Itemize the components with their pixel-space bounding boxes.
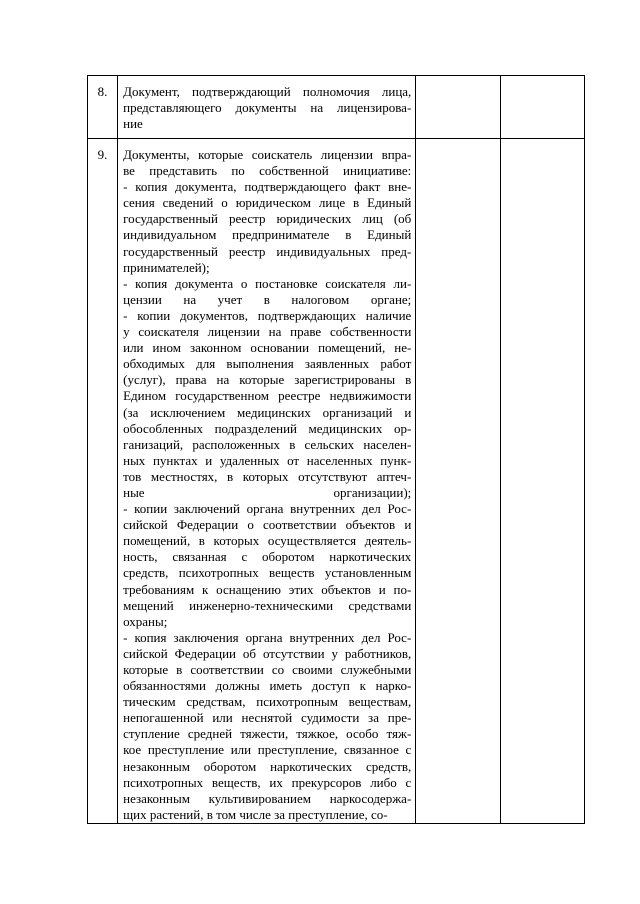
row-empty-cell-b	[500, 139, 584, 824]
description-line: цензии на учет в налоговом органе;	[123, 291, 412, 307]
description-line: у соискателя лицензии на праве собственности	[123, 324, 412, 340]
table-row	[88, 76, 585, 139]
description-line: требованиям к оснащению этих объектов и по-	[123, 581, 412, 597]
description-line: - копии заключений органа внутренних дел Рос-	[123, 501, 412, 517]
row-description	[118, 76, 415, 132]
requirements-table	[87, 75, 585, 824]
description-line: - копия документа о постановке соискателя ли-	[123, 275, 412, 291]
description-line: обособленных подразделений медицинских ор-	[123, 420, 412, 436]
description-line: - копии документов, подтверждающих наличие	[123, 307, 412, 323]
description-line: индивидуальном предпринимателе в Единый	[123, 227, 412, 243]
description-line: обязанностями должны иметь доступ к нарко-	[123, 678, 412, 694]
description-line: незаконным оборотом наркотических средств,	[123, 758, 412, 774]
row-number: 8.	[97, 84, 108, 99]
row-description-cell	[118, 76, 416, 139]
description-line: кое преступление или преступление, связанное с	[123, 742, 412, 758]
description-line: помещений, в которых осуществляется деятель-	[123, 533, 412, 549]
description-line: ве представить по собственной инициативе:	[123, 163, 412, 179]
description-line: сения сведений о юридическом лице в Единый	[123, 195, 412, 211]
description-line: представляющего документы на лицензирова-	[123, 100, 412, 116]
row-description	[118, 139, 415, 823]
description-line: принимателей);	[123, 259, 210, 275]
description-line: сийской Федерации о соответствии объектов и	[123, 517, 412, 533]
row-empty-cell-a	[416, 139, 500, 824]
row-empty-cell-a	[416, 76, 500, 139]
row-empty-cell-b	[500, 76, 584, 139]
description-line: (за исключением медицинских организаций и	[123, 404, 412, 420]
description-line: охраны;	[123, 613, 168, 629]
description-line: (услуг), права на которые зарегистрированы в	[123, 372, 412, 388]
description-line: мещений инженерно-техническими средствами	[123, 597, 412, 613]
description-line: ганизаций, расположенных в сельских населен-	[123, 436, 412, 452]
description-line: Едином государственном реестре недвижимости	[123, 388, 412, 404]
description-line: Документ, подтверждающий полномочия лица,	[123, 84, 412, 99]
description-line: - копия заключения органа внутренних дел Рос-	[123, 629, 412, 645]
description-line: государственный реестр индивидуальных пред-	[123, 243, 412, 259]
row-description-cell	[118, 139, 416, 824]
description-line: психотропных веществ, их прекурсоров либо с	[123, 774, 412, 790]
description-line: государственный реестр юридических лиц (об	[123, 211, 412, 227]
description-line: ность, связанная с оборотом наркотических	[123, 549, 412, 565]
description-line: щих растений, в том числе за преступление, со-	[123, 806, 388, 822]
description-line: ные организации);	[123, 484, 412, 500]
description-line: тов местностях, в которых отсутствуют аптеч-	[123, 468, 412, 484]
description-line: или ином законном основании помещений, не-	[123, 340, 412, 356]
description-line: ных пунктах и удаленных от населенных пунк-	[123, 452, 412, 468]
description-line: - копия документа, подтверждающего факт вне-	[123, 179, 412, 195]
description-line: незаконным культивированием наркосодержа-	[123, 790, 412, 806]
description-line: сийской Федерации об отсутствии у работников,	[123, 645, 412, 661]
description-line: Документы, которые соискатель лицензии впра-	[123, 147, 412, 162]
description-line: обходимых для выполнения заявленных работ	[123, 356, 412, 372]
row-number: 9.	[97, 147, 108, 162]
description-line: тическим средствам, психотропным веществам,	[123, 694, 412, 710]
description-line: средств, психотропных веществ установленным	[123, 565, 412, 581]
table-row	[88, 139, 585, 824]
description-line: ступление средней тяжести, тяжкое, особо тяж-	[123, 726, 412, 742]
row-number-cell	[88, 139, 118, 824]
row-number-cell	[88, 76, 118, 139]
description-line: которые в соответствии со своими служебными	[123, 662, 412, 677]
description-line: непогашенной или неснятой судимости за пре-	[123, 710, 412, 726]
description-line: ние	[123, 116, 143, 132]
